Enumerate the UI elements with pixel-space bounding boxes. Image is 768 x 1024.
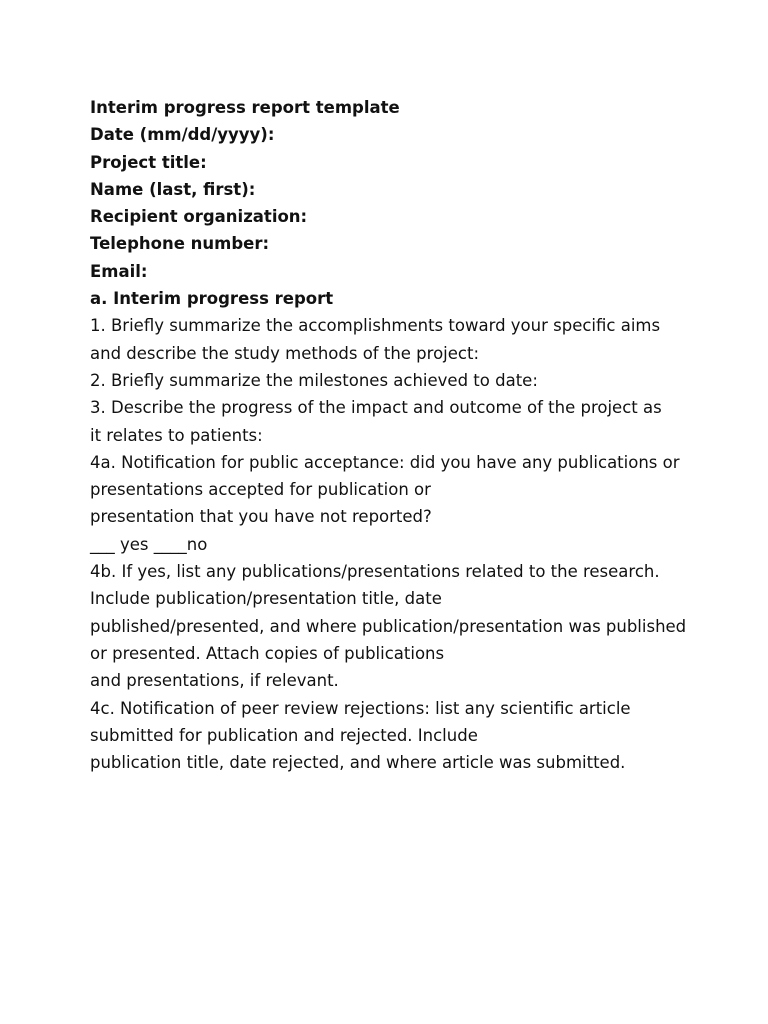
question-4b-line-4: or presented. Attach copies of publications	[90, 643, 445, 663]
project-title-field-label: Project title:	[90, 152, 207, 172]
question-4b-line-3: published/presented, and where publication/presentation was published	[90, 616, 687, 636]
question-4b-line-5: and presentations, if relevant.	[90, 671, 339, 691]
question-4a-line-2: presentations accepted for publication or	[90, 480, 431, 500]
document-title: Interim progress report template	[90, 98, 400, 117]
name-field-label: Name (last, first):	[90, 179, 256, 199]
question-4c-line-1: 4c. Notification of peer review rejections: list any scientific article	[90, 698, 631, 718]
question-4c-line-3: publication title, date rejected, and where article was submitted.	[90, 753, 626, 773]
yes-no-choice: ___ yes ____no	[90, 534, 208, 554]
telephone-field-label: Telephone number:	[90, 234, 270, 254]
email-field-label: Email:	[90, 261, 148, 281]
question-4c-line-2: submitted for publication and rejected. Include	[90, 725, 478, 745]
question-3-line-2: it relates to patients:	[90, 425, 263, 445]
recipient-org-field-label: Recipient organization:	[90, 207, 308, 227]
question-4b-line-1: 4b. If yes, list any publications/presentations related to the research.	[90, 562, 660, 582]
question-1-line-1: 1. Briefly summarize the accomplishments toward your specific aims	[90, 316, 661, 336]
date-field-label: Date (mm/dd/yyyy):	[90, 125, 275, 145]
question-3-line-1: 3. Describe the progress of the impact and outcome of the project as	[90, 398, 662, 418]
question-4a-line-3: presentation that you have not reported?	[90, 507, 432, 527]
question-4b-line-2: Include publication/presentation title, date	[90, 589, 442, 609]
question-1-line-2: and describe the study methods of the project:	[90, 343, 480, 363]
question-2-line-1: 2. Briefly summarize the milestones achieved to date:	[90, 370, 538, 390]
document-page	[90, 94, 760, 776]
question-4a-line-1: 4a. Notification for public acceptance: did you have any publications or	[90, 452, 680, 472]
section-a-heading: a. Interim progress report	[90, 289, 334, 309]
